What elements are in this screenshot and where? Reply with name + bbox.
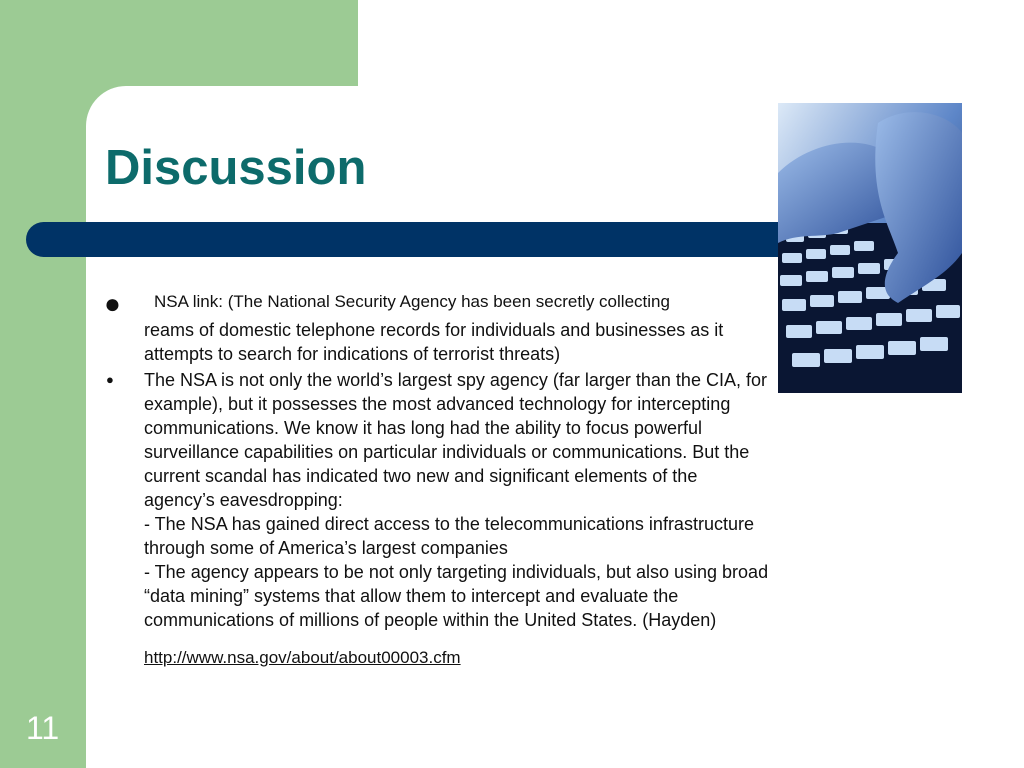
top-white-block xyxy=(358,0,1024,86)
slide-body xyxy=(104,284,769,670)
bullet-item xyxy=(104,368,769,632)
nsa-link[interactable]: http://www.nsa.gov/about/about00003.cfm xyxy=(144,648,461,667)
bullet-text-rest: reams of domestic telephone records for individuals and businesses as it attempts to search for indications of terrorist threats) xyxy=(144,320,724,364)
keyboard-hands-photo xyxy=(778,103,962,393)
bullet-icon: ● xyxy=(104,288,121,319)
bullet-icon: ● xyxy=(106,372,114,387)
bullet-item xyxy=(104,290,769,366)
bullet-text-line1: NSA link: (The National Security Agency has been secretly collecting xyxy=(154,292,670,311)
page-number: 11 xyxy=(26,710,60,746)
bullet-subpoint: - The agency appears to be not only targeting individuals, but also using broad “data mining” systems that allow them to intercept and evaluate the communications of millions of people within the United States. (Hayden) xyxy=(144,562,769,630)
bullet-paragraph: The NSA is not only the world’s largest spy agency (far larger than the CIA, for example), but it possesses the most advanced technology for intercepting communications. We know it has long had the ability to focus powerful surveillance capabilities on particular individuals or communications. But the current scandal has indicated two new and significant elements of the agency’s eavesdropping: xyxy=(144,370,767,510)
title-divider-bar xyxy=(26,222,786,257)
slide-title: Discussion xyxy=(105,141,367,195)
keyboard-hands-icon xyxy=(778,103,962,393)
bullet-subpoint: - The NSA has gained direct access to the telecommunications infrastructure through some of America’s largest companies xyxy=(144,514,754,558)
